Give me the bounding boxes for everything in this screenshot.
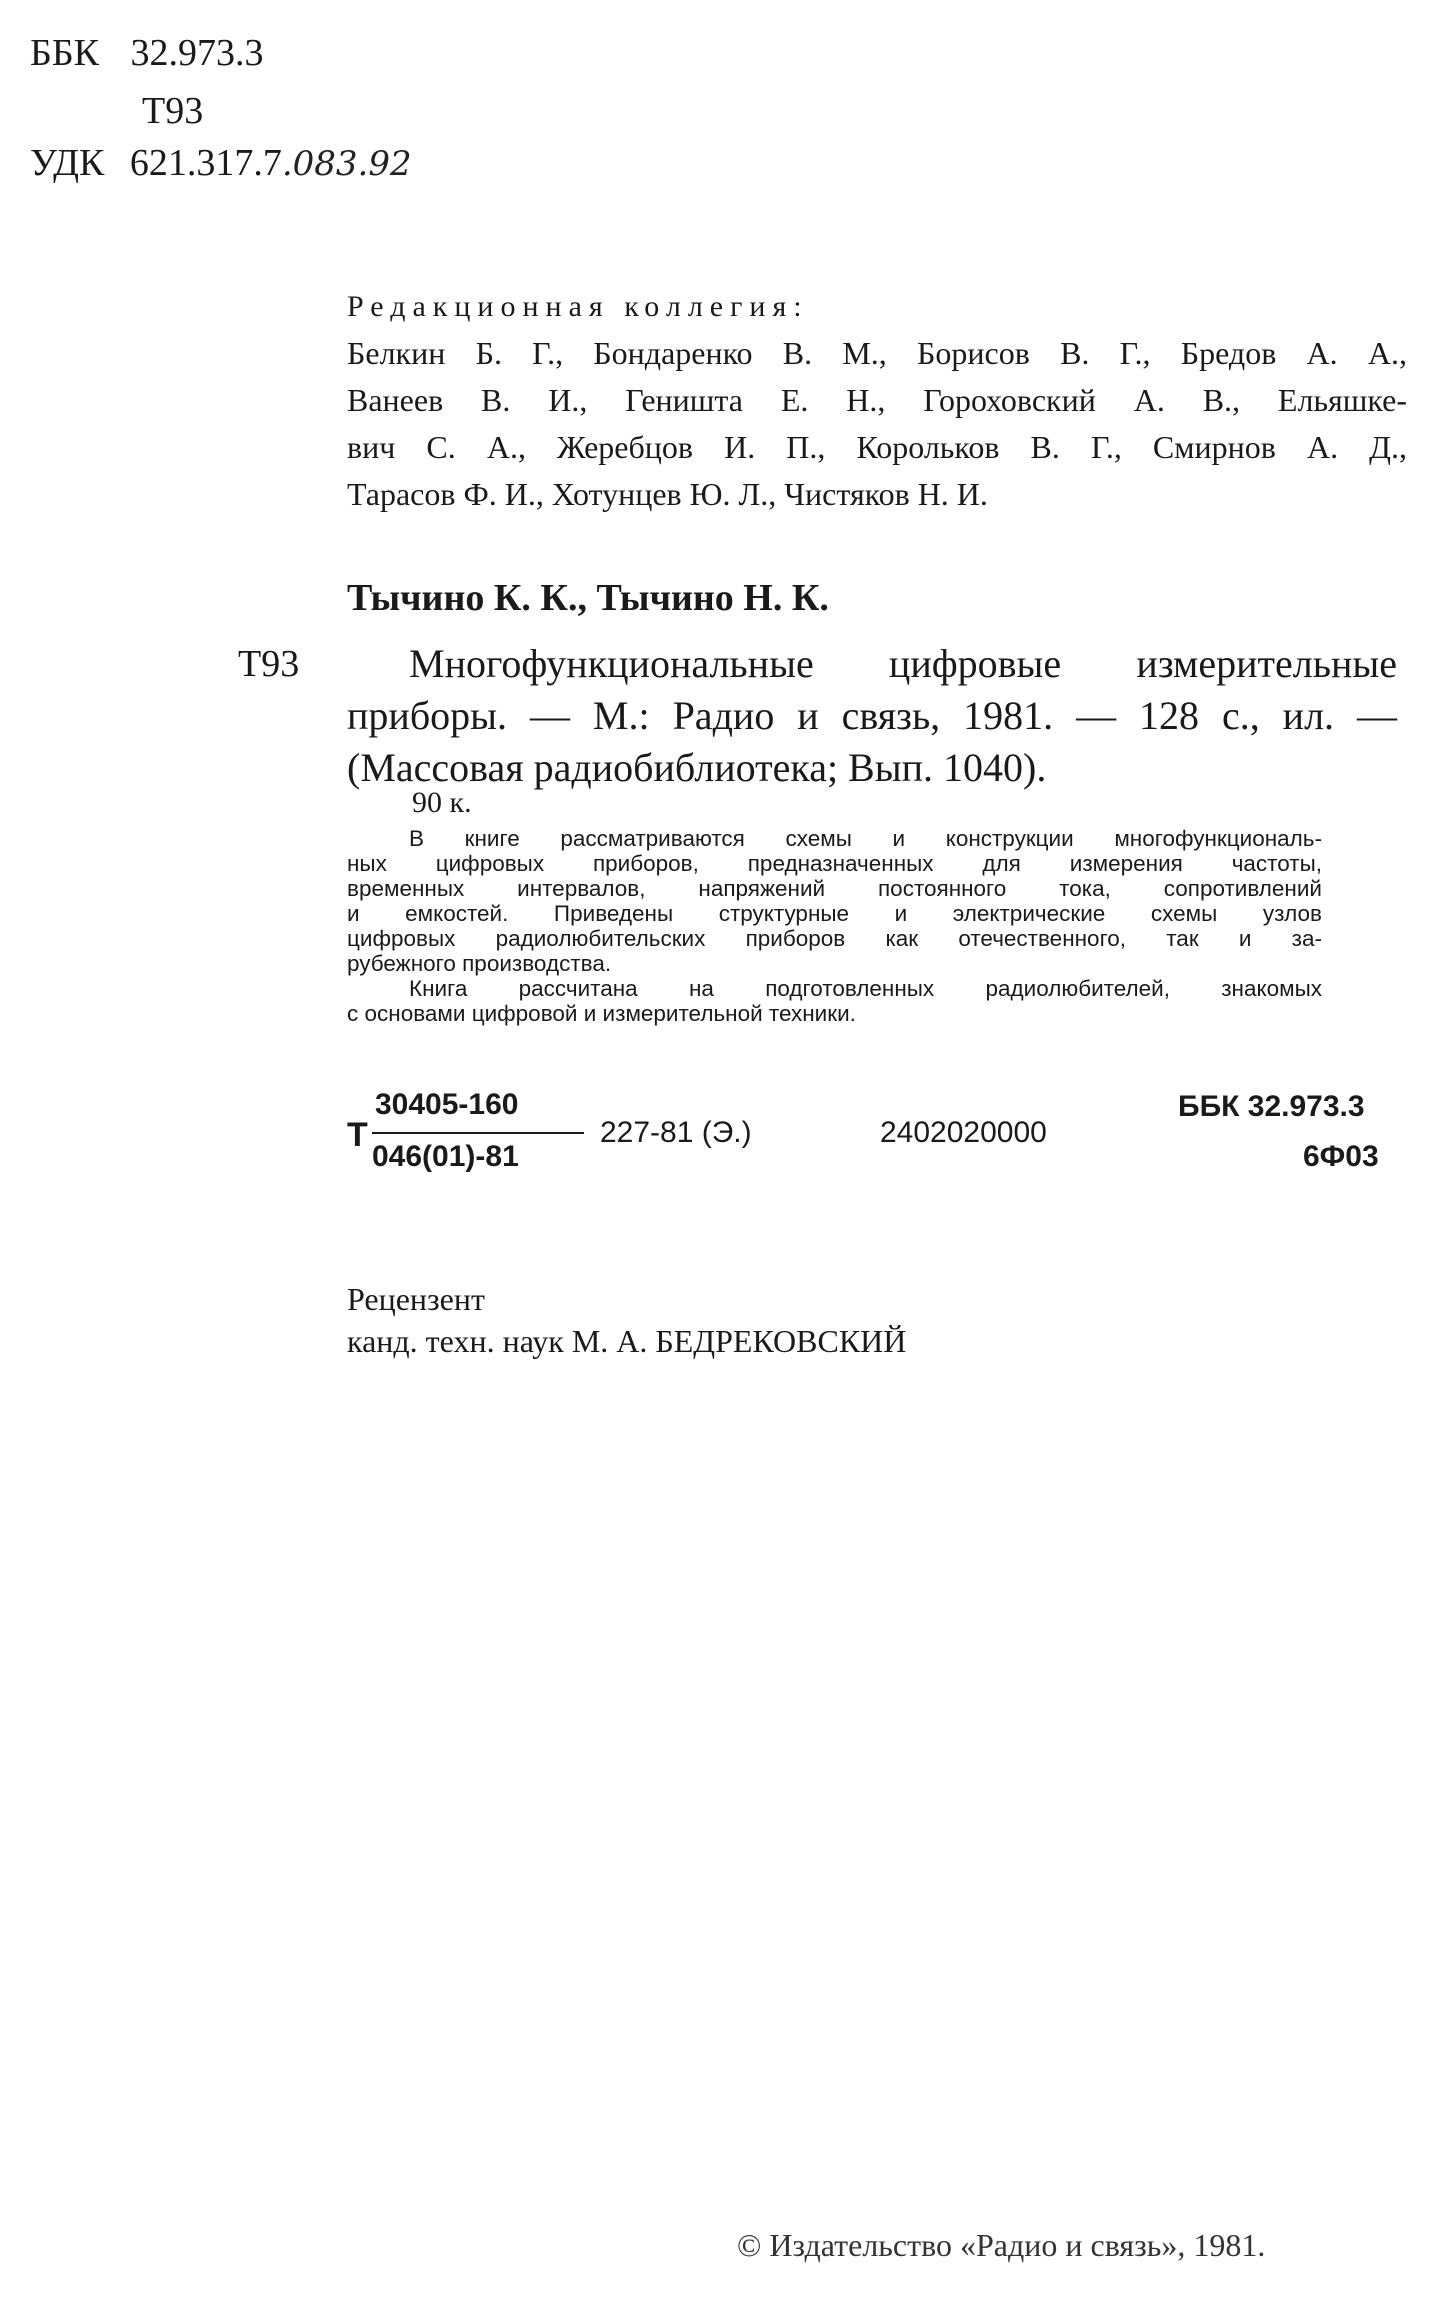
board-line: Ванеев В. И., Геништа Е. Н., Гороховский А. В., Ельяшке- [347,382,1407,418]
imprint-numerator: 30405-160 [375,1088,519,1121]
imprint-number: 2402020000 [880,1116,1047,1149]
editorial-board-heading: Редакционная коллегия: [347,290,809,323]
book-authors: Тычино К. К., Тычино Н. К. [347,577,829,619]
title-line: Многофункциональные цифровые измерительные [409,641,1397,686]
fraction-bar [372,1132,584,1134]
annotation-line: с основами цифровой и измерительной техники. [347,1001,856,1026]
board-line: вич С. А., Жеребцов И. П., Корольков В. Г., Смирнов А. Д., [347,429,1407,465]
book-title [347,638,1397,794]
book-price: 90 к. [412,786,472,819]
annotation-line: цифровых радиолюбительских приборов как отечественного, так и за- [347,926,1322,951]
udk-value: 621.317.7 [129,142,282,184]
udk-handwritten: .083.92 [281,144,412,184]
title-line: приборы. — М.: Радио и связь, 1981. — 128 с., ил. — [347,693,1397,738]
editorial-board-list [347,330,1407,518]
author-mark: Т93 [142,90,204,132]
annotation-line: рубежного производства. [347,951,612,976]
board-line: Белкин Б. Г., Бондаренко В. М., Борисов В. Г., Бредов А. А., [347,335,1407,371]
annotation-line: Книга рассчитана на подготовленных радиолюбителей, знакомых [409,976,1322,1001]
annotation-line: и емкостей. Приведены структурные и электрические схемы узлов [347,901,1322,926]
reviewer-label: Рецензент [347,1281,485,1317]
bbk-value: 32.973.3 [130,32,264,74]
imprint-letter: Т [347,1116,368,1154]
board-line: Тарасов Ф. И., Хотунцев Ю. Л., Чистяков Н. И. [347,476,988,512]
bbk-label: ББК [30,32,99,74]
udk-line [30,138,412,189]
imprint-class-code: 6Ф03 [1303,1140,1379,1173]
annotation-line: ных цифровых приборов, предназначенных для измерения частоты, [347,851,1322,876]
imprint-denominator: 046(01)-81 [372,1140,519,1173]
annotation-line: временных интервалов, напряжений постоянного тока, сопротивлений [347,876,1322,901]
annotation [347,826,1322,1026]
title-line: (Массовая радиобиблиотека; Вып. 1040). [347,745,1047,790]
imprint-order: 227-81 (Э.) [600,1116,752,1149]
book-code: Т93 [238,643,300,685]
annotation-line: В книге рассматриваются схемы и конструкции многофункциональ- [409,826,1322,851]
copyright: © Издательство «Радио и связь», 1981. [737,2227,1266,2263]
udk-label: УДК [30,142,105,184]
bbk-line [30,28,264,78]
imprint-bbk: ББК 32.973.3 [1178,1090,1365,1123]
reviewer-name: канд. техн. наук М. А. БЕДРЕКОВСКИЙ [347,1323,907,1359]
